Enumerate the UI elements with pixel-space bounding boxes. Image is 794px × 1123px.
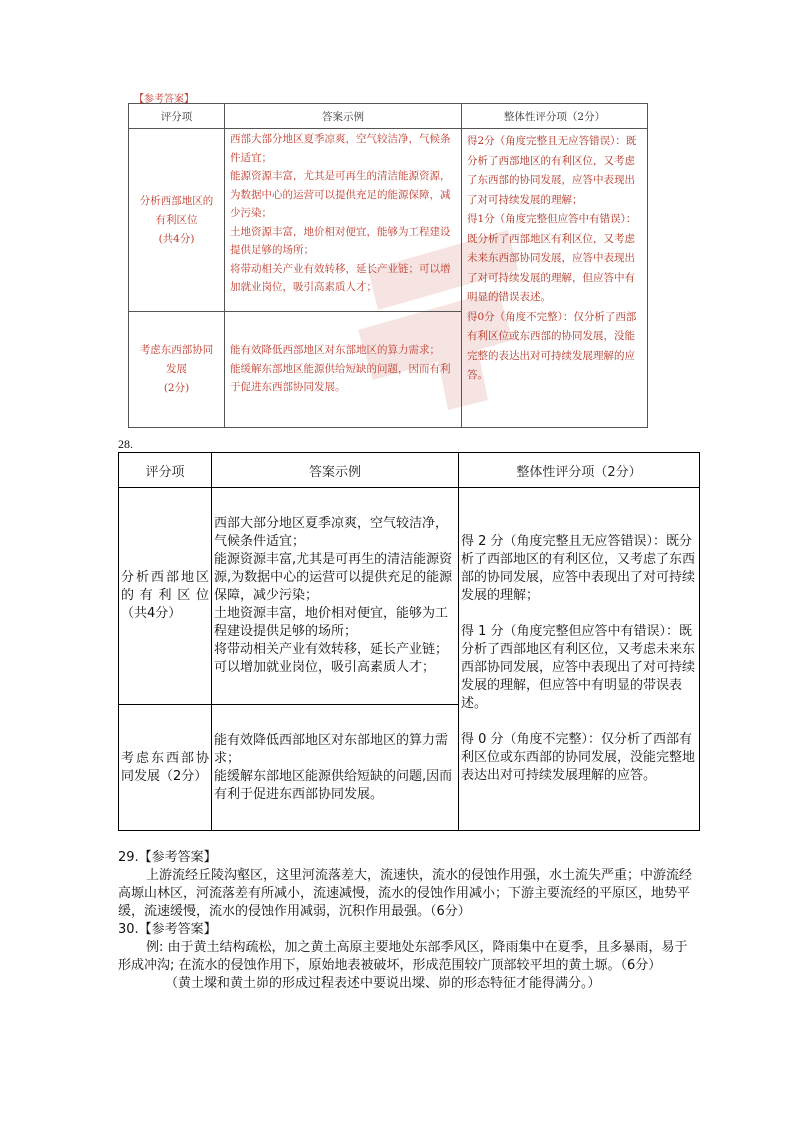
overall-line: 得 0 分（角度不完整）：仅分析了西部有利区位或东西部的协同发展，没能完整地表达出对可持续发展理解的应答。 <box>461 732 696 783</box>
answer-line: 能源资源丰富,尤其是可再生的清洁能源资源,为数据中心的运营可以提供充足的能源保障，减少污染； <box>214 552 453 603</box>
scan-answer-line: 能有效降低西部地区对东部地区的算力需求； <box>230 344 440 357</box>
scan-answer-line: 土地资源丰富，地价相对便宜，能够为工程建设提供足够的场所； <box>230 225 451 256</box>
q30-title: 30.【参考答案】 <box>118 922 217 937</box>
scanned-answer-image <box>128 90 647 430</box>
scan-answer-line: 将带动相关产业有效转移，延长产业链；可以增加就业岗位，吸引高素质人才； <box>230 262 451 293</box>
scoring-row-1 <box>119 488 700 705</box>
scan-row2-answer <box>225 312 462 428</box>
row1-answer <box>212 488 459 705</box>
scan-row2-item <box>129 312 225 428</box>
answer-line: 土地资源丰富，地价相对便宜，能够为工程建设提供足够的场所； <box>214 606 449 639</box>
header-item: 评分项 <box>119 453 212 488</box>
question-28-label: 28. <box>118 437 133 451</box>
q29-text: 上游流经丘陵沟壑区，这里河流落差大，流速快，流水的侵蚀作用强，水土流失严重；中游流经高塬山林区，河流落差有所减小，流速减慢，流水的侵蚀作用减小；下游主要流经的平原区，地势平缓，流速缓慢，流水的侵蚀作用减弱，沉积作用最强。（6分） <box>118 868 693 919</box>
header-answer: 答案示例 <box>212 453 459 488</box>
scan-header-item: 评分项 <box>129 104 225 129</box>
q30-text: 例: 由于黄土结构疏松，加之黄土高原主要地处东部季风区，降雨集中在夏季，且多暴雨，易于形成冲沟; 在流水的侵蚀作用下，原始地表被破坏，形成范围较广顶部较平坦的黄土塬。（6分） <box>118 940 688 973</box>
scan-row1-answer <box>225 129 462 312</box>
scan-row1-item <box>129 129 225 312</box>
scoring-header-row <box>119 453 700 488</box>
overall-gap <box>461 713 697 731</box>
overall-gap <box>461 605 697 623</box>
scan-answer-line: 能源资源丰富，尤其是可再生的清洁能源资源，为数据中心的运营可以提供充足的能源保障，减少污染； <box>230 170 451 219</box>
overall-cell <box>459 488 700 831</box>
header-overall: 整体性评分项（2分） <box>459 453 700 488</box>
scan-header-answer: 答案示例 <box>225 104 462 129</box>
scan-answer-tag: 【参考答案】 <box>134 94 194 105</box>
scan-row1-item-line: 分析西部地区的 <box>139 194 214 207</box>
scan-overall-cell <box>462 129 648 428</box>
answer-line: 能有效降低西部地区对东部地区的算力需求； <box>214 732 449 766</box>
scan-overall-line: 得2分（角度完整且无应答错误）：既分析了西部地区的有利区位，又考虑了东西部的协同发展，应答中表现出了对可持续发展的理解； <box>467 135 637 206</box>
scan-row1-item-line: (共4分) <box>158 232 195 245</box>
row2-answer <box>212 705 459 831</box>
scan-header-overall: 整体性评分项（2分） <box>462 104 648 129</box>
scan-answer-line: 能缓解东部地区能源供给短缺的问题，因而有利于促进东西部协同发展。 <box>230 362 451 394</box>
scan-row2-item-line: 考虑东西部协同 <box>139 344 214 356</box>
scan-row2-item-line: 发展 <box>166 363 187 375</box>
scan-header-row <box>129 104 648 129</box>
scan-overall-line: 得0分（角度不完整）：仅分析了西部有利区位或东西部的协同发展，没能完整的表达出对可持续发展理解的应答。 <box>467 310 637 381</box>
answer-line: 西部大部分地区夏季凉爽，空气较洁净，气候条件适宜； <box>214 516 449 549</box>
overall-line: 得 1 分（角度完整但应答中有错误）：既分析了西部地区有利区位，又考虑未来东西部协同发展，应答中表现出了对可持续发展的理解，但应答中有明显的带误表述。 <box>461 624 696 711</box>
scan-answer-line: 西部大部分地区夏季凉爽，空气较洁净，气候条件适宜； <box>230 133 451 164</box>
row1-item: 分析西部地区的有利区位（共4分） <box>119 488 212 705</box>
q29-title: 29.【参考答案】 <box>118 850 217 865</box>
q30-note: （黄土墚和黄土峁的形成过程表述中要说出墚、峁的形态特征才能得满分。） <box>165 976 601 991</box>
scan-row1-item-line: 有利区位 <box>155 213 198 226</box>
row2-item: 考虑东西部协同发展（2分） <box>119 705 212 831</box>
answer-line: 能缓解东部地区能源供给短缺的问题,因而有利于促进东西部协同发展。 <box>214 768 453 802</box>
scan-overall-line: 得1分（角度完整但应答中有错误）：既分析了西部地区有利区位，又考虑未来东西部协同发展，应答中表现出了对可持续发展的理解，但应答中有明显的错误表述。 <box>467 213 637 303</box>
overall-line: 得 2 分（角度完整且无应答错误）：既分析了西部地区的有利区位，又考虑了东西部的协同发展，应答中表现出了对可持续发展的理解； <box>461 534 696 603</box>
scan-table <box>128 103 648 428</box>
scan-row-1 <box>129 129 648 312</box>
scoring-table <box>118 452 700 831</box>
answer-line: 将带动相关产业有效转移，延长产业链；可以增加就业岗位，吸引高素质人才； <box>214 642 449 675</box>
scan-row2-item-line: (2分) <box>163 382 190 394</box>
answers-section <box>118 849 700 993</box>
